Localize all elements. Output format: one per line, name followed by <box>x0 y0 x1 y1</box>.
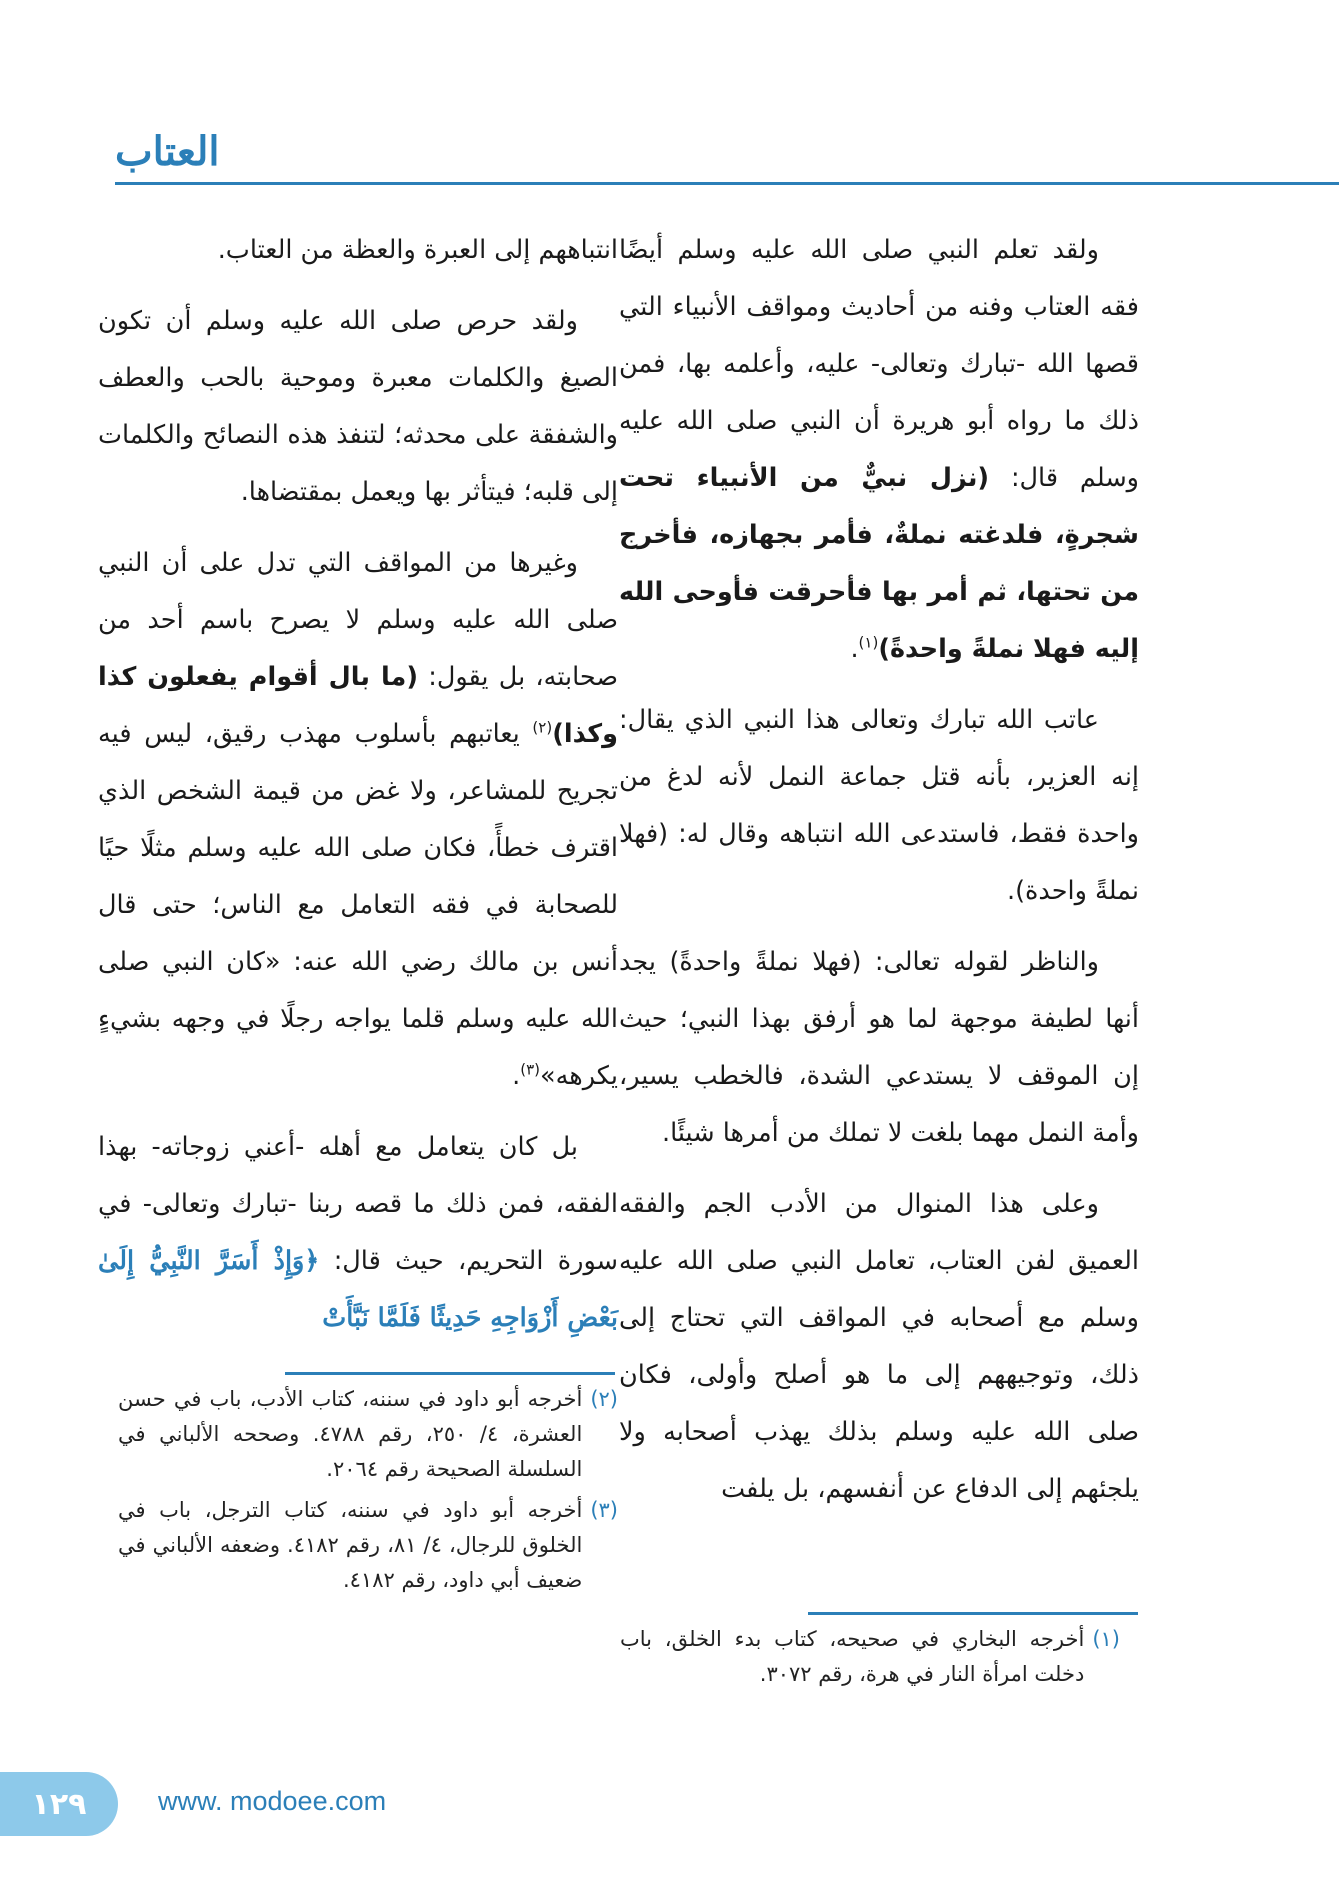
paragraph-text: يعاتبهم بأسلوب مهذب رقيق، ليس فيه تجريح للمشاعر، ولا غض من قيمة الشخص الذي اقترف خطأً، فكان صلى الله عليه وسلم مثلًا حيًا للصحابة في فقه التعامل مع الناس؛ حتى قال أنس بن مالك رضي الله عنه: «كان النبي صلى الله عليه وسلم قلما يواجه رجلًا في وجهه بشيءٍ يكرهه» <box>98 719 618 1091</box>
right-text-column <box>619 222 1139 1612</box>
footnote-text: أخرجه أبو داود في سننه، كتاب الترجل، باب في الخلوق للرجال، ٤/ ٨١، رقم ٤١٨٢. وضعفه الألباني في ضعيف أبي داود، رقم ٤١٨٢. <box>118 1498 583 1592</box>
footnote-number: (١) <box>1092 1627 1120 1651</box>
header-divider <box>115 182 1339 185</box>
footnote-item <box>118 1493 618 1598</box>
footnote-ref-3[interactable]: (٣) <box>520 1060 541 1079</box>
paragraph-text: ولقد تعلم النبي صلى الله عليه وسلم أيضًا فقه العتاب وفنه من أحاديث ومواقف الأنبياء التي قصها الله -تبارك وتعالى- عليه، وأعلمه بها، فمن ذلك ما رواه أبو هريرة أن النبي صلى الله عليه وسلم قال: <box>619 235 1139 493</box>
website-link[interactable]: www. modoee.com <box>158 1786 387 1816</box>
footnote-item <box>118 1382 618 1487</box>
page-number-badge: ١٢٩ <box>0 1772 118 1836</box>
footnote-divider <box>808 1612 1138 1615</box>
hadith-quote: (ما بال أقوام يفعلون كذا وكذا) <box>98 662 618 749</box>
footnote-number: (٣) <box>590 1498 618 1522</box>
quran-verse: ﴿وَإِذْ أَسَرَّ النَّبِيُّ إِلَىٰ بَعْضِ أَزْوَاجِهِ حَدِيثًا فَلَمَّا نَبَّأَتْ <box>98 1246 618 1333</box>
footnote-number: (٢) <box>590 1387 618 1411</box>
hadith-quote: (نزل نبيٌّ من الأنبياء تحت شجرةٍ، فلدغته نملةٌ، فأمر بجهازه، فأخرج من تحتها، ثم أمر بها فأحرقت فأوحى الله إليه فهلا نملةً واحدةً) <box>619 463 1139 664</box>
footnotes-left <box>118 1382 618 1604</box>
paragraph: ولقد تعلم النبي صلى الله عليه وسلم أيضًا فقه العتاب وفنه من أحاديث ومواقف الأنبياء التي قصها الله -تبارك وتعالى- عليه، وأعلمه بها، فمن ذلك ما رواه أبو هريرة أن النبي صلى الله عليه وسلم قال: (نزل نبيٌّ من الأنبياء تحت شجرةٍ، فلدغته نملةٌ، فأمر بجهازه، فأخرج من تحتها، ثم أمر بها فأحرقت فأوحى الله إليه فهلا نملةً واحدةً)$^{(١)}$. <box>619 235 1139 664</box>
footnote-divider <box>285 1372 615 1375</box>
paragraph-text: بل كان يتعامل مع أهله -أعني زوجاته- بهذا الفقه، فمن ذلك ما قصه ربنا -تبارك وتعالى- في سورة التحريم، حيث قال: <box>98 1132 619 1276</box>
paragraph: وغيرها من المواقف التي تدل على أن النبي صلى الله عليه وسلم لا يصرح باسم أحد من صحابته، بل يقول: (ما بال أقوام يفعلون كذا وكذا)$^{(٢)}$ يعاتبهم بأسلوب مهذب رقيق، ليس فيه تجريح للمشاعر، ولا غض من قيمة الشخص الذي اقترف خطأً، فكان صلى الله عليه وسلم مثلًا حيًا للصحابة في فقه التعامل مع الناس؛ حتى قال أنس بن مالك رضي الله عنه: «كان النبي صلى الله عليه وسلم قلما يواجه رجلًا في وجهه بشيءٍ يكرهه»$^{(٣)}$. <box>98 548 618 1091</box>
paragraph: ولقد حرص صلى الله عليه وسلم أن تكون الصيغ والكلمات معبرة وموحية بالحب والعطف والشفقة على محدثه؛ لتنفذ هذه النصائح والكلمات إلى قلبه؛ فيتأثر بها ويعمل بمقتضاها. <box>98 306 618 507</box>
paragraph: عاتب الله تبارك وتعالى هذا النبي الذي يقال: إنه العزير، بأنه قتل جماعة النمل لأنه لدغ من واحدة فقط، فاستدعى الله انتباهه وقال له: (فهلا نملةً واحدة). <box>619 705 1139 906</box>
chapter-title: العتاب <box>115 128 220 175</box>
footnotes-right <box>620 1622 1120 1698</box>
footnote-text: أخرجه البخاري في صحيحه، كتاب بدء الخلق، باب دخلت امرأة النار في هرة، رقم ٣٠٧٢. <box>620 1627 1085 1686</box>
left-text-column <box>98 222 618 1362</box>
footnote-ref-1[interactable]: (١) <box>858 633 879 652</box>
footnote-text: أخرجه أبو داود في سننه، كتاب الأدب، باب في حسن العشرة، ٤/ ٢٥٠، رقم ٤٧٨٨. وصححه الألباني في السلسلة الصحيحة رقم ٢٠٦٤. <box>118 1387 583 1481</box>
footnote-ref-2[interactable]: (٢) <box>532 718 553 737</box>
paragraph-text: وغيرها من المواقف التي تدل على أن النبي صلى الله عليه وسلم لا يصرح باسم أحد من صحابته، بل يقول: <box>98 548 618 692</box>
paragraph <box>98 1119 618 1347</box>
paragraph: وعلى هذا المنوال من الأدب الجم والفقه العميق لفن العتاب، تعامل النبي صلى الله عليه وسلم مع أصحابه في المواقف التي تحتاج إلى ذلك، وتوجيههم إلى ما هو أصلح وأولى، فكان صلى الله عليه وسلم بذلك يهذب أصحابه ولا يلجئهم إلى الدفاع عن أنفسهم، بل يلفت <box>619 1189 1139 1504</box>
paragraph: انتباههم إلى العبرة والعظة من العتاب. <box>217 235 618 265</box>
paragraph: والناظر لقوله تعالى: (فهلا نملةً واحدةً) يجد أنها لطيفة موجهة لما هو أرفق بهذا النبي؛ حيث إن الموقف لا يستدعي الشدة، فالخطب يسير، وأمة النمل مهما بلغت لا تملك من أمرها شيئًا. <box>619 947 1139 1148</box>
footnote-item <box>620 1622 1120 1692</box>
